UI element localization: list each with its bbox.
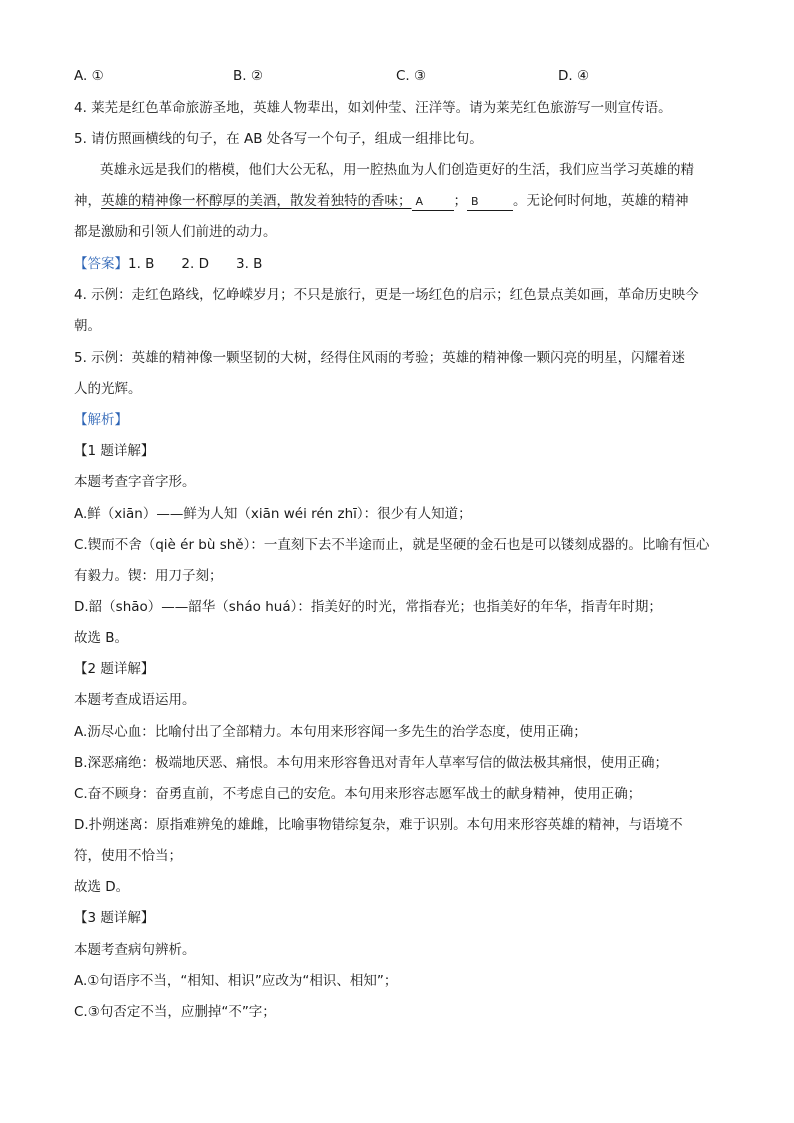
blank-b: B [467, 194, 513, 211]
detail-1-choice: 故选 B。 [74, 630, 129, 646]
underlined-sentence: 英雄的精神像一杯醇厚的美酒，散发着独特的香味； [101, 193, 412, 209]
passage-line-2-post: 。无论何时何地，英雄的精神 [513, 193, 689, 209]
detail-3-option-a: A.①句语序不当，“相知、相识”应改为“相识、相知”； [74, 973, 398, 989]
answer-text: 1. B 2. D 3. B [128, 256, 263, 272]
blank-separator: ； [453, 193, 467, 209]
detail-2-choice: 故选 D。 [74, 879, 130, 895]
detail-2-option-d-line-2: 符，使用不恰当； [74, 848, 182, 864]
answer-5-line-1: 5. 示例：英雄的精神像一颗坚韧的大树，经得住风雨的考验；英雄的精神像一颗闪亮的明星，闪耀着迷 [74, 350, 686, 366]
detail-3-title: 【3 题详解】 [74, 910, 155, 926]
passage-line-2 [74, 191, 689, 211]
blank-a: A [412, 194, 454, 211]
detail-3-option-c: C.③句否定不当，应删掉“不”字； [74, 1004, 276, 1020]
detail-2-option-a: A.沥尽心血：比喻付出了全部精力。本句用来形容闻一多先生的治学态度，使用正确； [74, 724, 587, 740]
detail-1-option-d: D.韶（shāo）——韶华（sháo huá）：指美好的时光，常指春光；也指美好的年华，指青年时期； [74, 599, 662, 615]
answer-5-line-2: 人的光辉。 [74, 381, 142, 397]
detail-2-option-d-line-1: D.扑朔迷离：原指难辨兔的雄雌，比喻事物错综复杂，难于识别。本句用来形容英雄的精神，与语境不 [74, 817, 683, 833]
answer-line [74, 254, 262, 274]
detail-2-option-c: C.奋不顾身：奋勇直前，不考虑自己的安危。本句用来形容志愿军战士的献身精神，使用正确； [74, 786, 642, 802]
answer-4-line-2: 朝。 [74, 318, 101, 334]
answer-4-line-1: 4. 示例：走红色路线，忆峥嵘岁月；不只是旅行，更是一场红色的启示；红色景点美如画，革命历史映今 [74, 287, 699, 303]
option-c: C. ③ [396, 68, 427, 84]
passage-line-2-pre: 神， [74, 193, 101, 209]
option-d: D. ④ [558, 68, 590, 84]
option-a: A. ① [74, 68, 104, 84]
answer-label: 【答案】 [74, 256, 128, 272]
detail-2-title: 【2 题详解】 [74, 661, 155, 677]
detail-1-intro: 本题考查字音字形。 [74, 474, 196, 490]
passage-line-3: 都是激励和引领人们前进的动力。 [74, 224, 277, 240]
option-b: B. ② [233, 68, 263, 84]
question-5: 5. 请仿照画横线的句子，在 AB 处各写一个句子，组成一组排比句。 [74, 131, 483, 147]
detail-1-option-c-line-2: 有毅力。锲：用刀子刻； [74, 568, 223, 584]
detail-2-intro: 本题考查成语运用。 [74, 692, 196, 708]
detail-3-intro: 本题考查病句辨析。 [74, 942, 196, 958]
question-4: 4. 莱芜是红色革命旅游圣地，英雄人物辈出，如刘仲莹、汪洋等。请为莱芜红色旅游写一则宣传语。 [74, 100, 672, 116]
detail-1-option-c-line-1: C.锲而不舍（qiè ér bù shě）：一直刻下去不半途而止，就是坚硬的金石也是可以镂刻成器的。比喻有恒心 [74, 537, 710, 553]
detail-1-title: 【1 题详解】 [74, 443, 155, 459]
analysis-label: 【解析】 [74, 412, 128, 428]
detail-2-option-b: B.深恶痛绝：极端地厌恶、痛恨。本句用来形容鲁迅对青年人草率写信的做法极其痛恨，使用正确； [74, 755, 669, 771]
passage-line-1: 英雄永远是我们的楷模，他们大公无私，用一腔热血为人们创造更好的生活，我们应当学习英雄的精 [100, 162, 694, 178]
detail-1-option-a: A.鲜（xiān）——鲜为人知（xiān wéi rén zhī）：很少有人知道； [74, 506, 472, 522]
